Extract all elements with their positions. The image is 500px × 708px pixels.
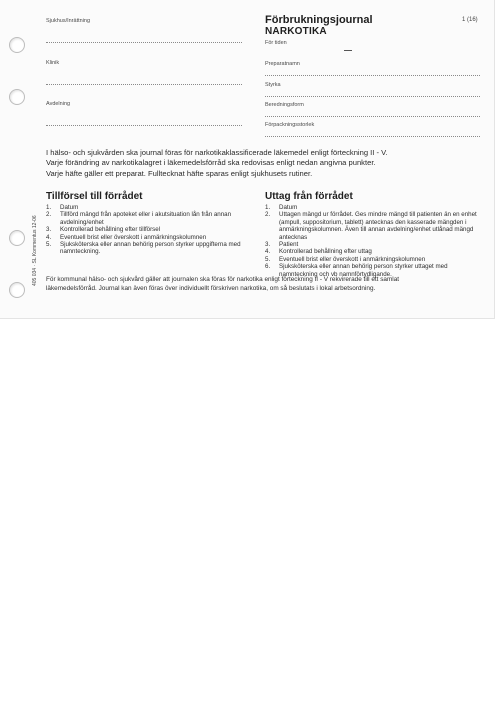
field-label: Förpackningsstorlek xyxy=(265,122,315,128)
list-item xyxy=(46,204,246,211)
field-klinik[interactable] xyxy=(46,60,242,74)
item-text: Datum xyxy=(279,204,298,211)
field-label: Beredningsform xyxy=(265,102,304,108)
list-tillforsel xyxy=(46,204,246,256)
field-sjukhus[interactable] xyxy=(46,18,242,32)
list-item xyxy=(46,241,246,256)
heading-tillforsel: Tillförsel till förrådet xyxy=(46,191,143,202)
binder-hole xyxy=(9,230,25,246)
form-sheet xyxy=(0,0,495,319)
item-text: Datum xyxy=(60,204,79,211)
item-text: Patient xyxy=(279,241,299,249)
item-number: 5. xyxy=(265,255,271,263)
item-number: 2. xyxy=(46,211,52,219)
form-subtitle: NARKOTIKA xyxy=(265,26,327,37)
list-item xyxy=(265,256,477,263)
field-line xyxy=(46,42,242,43)
item-text: Kontrollerad behållning efter tillförsel xyxy=(60,226,161,234)
item-text: Eventuell brist eller överskott i anmärkningskolumnen xyxy=(60,233,207,241)
item-number: 2. xyxy=(265,211,271,219)
list-item xyxy=(265,211,477,241)
field-label: Preparatnamn xyxy=(265,61,300,67)
field-label: Sjukhus/Inrättning xyxy=(46,18,91,24)
field-line xyxy=(265,116,480,117)
item-number: 4. xyxy=(265,248,271,256)
list-item xyxy=(265,248,477,255)
field-styrka[interactable] xyxy=(265,82,480,96)
item-number: 3. xyxy=(46,226,52,234)
list-item xyxy=(46,211,246,226)
binder-hole xyxy=(9,37,25,53)
footer-line: läkemedelsförråd. Journal kan även föras över individuellt förskriven narkotika, om så beslutats i lokal arbetsordning. xyxy=(46,284,376,292)
field-label: Klinik xyxy=(46,60,60,66)
date-dash xyxy=(344,50,352,51)
list-item xyxy=(265,241,477,248)
field-beredningsform[interactable] xyxy=(265,102,480,116)
field-line xyxy=(265,96,480,97)
item-number: 1. xyxy=(46,204,52,211)
field-forpackningsstorlek[interactable] xyxy=(265,122,480,136)
item-number: 5. xyxy=(46,241,52,249)
form-title: Förbrukningsjournal xyxy=(265,14,373,26)
list-item xyxy=(46,234,246,241)
item-text: Sjuksköterska eller annan behörig person styrker uppgifterna med namnteckning. xyxy=(60,241,241,256)
binder-hole xyxy=(9,89,25,105)
item-number: 3. xyxy=(265,241,271,249)
item-text: Uttagen mängd ur förrådet. Ges mindre mängd till patienten än en enhet (ampull, suppositorium, tablett) antecknas den kasserade mängden i anmärkningskolumnen. Även till annan avdelning/enhet utlånad mängd antecknas xyxy=(279,211,477,241)
list-uttag xyxy=(265,204,477,278)
footer-text xyxy=(46,276,476,293)
item-number: 4. xyxy=(46,233,52,241)
binder-hole xyxy=(9,282,25,298)
field-line xyxy=(265,136,480,137)
item-text: Eventuell brist eller överskott i anmärkningskolumnen xyxy=(279,255,426,263)
side-print-code: 405 034 · SL Kommentus 12-06 xyxy=(32,215,38,286)
field-preparatnamn[interactable] xyxy=(265,61,480,75)
item-number: 6. xyxy=(265,263,271,271)
list-item xyxy=(46,226,246,233)
field-for-tiden[interactable] xyxy=(265,40,480,54)
item-text: Tillförd mängd från apoteket eller i akutsituation lån från annan avdelning/enhet xyxy=(60,211,232,226)
intro-line: I hälso- och sjukvården ska journal föras för narkotikaklassificerade läkemedel enligt förteckning II - V. xyxy=(46,148,388,157)
intro-line: Varje häfte gäller ett preparat. Fulltecknat häfte sparas enligt sjukhusets rutiner. xyxy=(46,168,313,178)
field-avdelning[interactable] xyxy=(46,101,242,115)
intro-line: Varje förändring av narkotikalagret i läkemedelsförråd ska redovisas enligt nedan angivna punkter. xyxy=(46,158,376,168)
field-label: Avdelning xyxy=(46,101,71,107)
page-number: 1 (16) xyxy=(462,17,478,23)
list-item xyxy=(265,204,477,211)
item-text: Sjuksköterska eller annan behörig person styrker uttaget med namnteckning och vb namnförtydligande. xyxy=(279,263,448,278)
item-number: 1. xyxy=(265,204,271,211)
field-label: Styrka xyxy=(265,82,281,88)
field-line xyxy=(46,125,242,126)
field-line xyxy=(265,75,480,76)
footer-line: För kommunal hälso- och sjukvård gäller att journalen ska föras för narkotika enligt förteckning II - V rekvirerade till ett samlat xyxy=(46,276,400,283)
heading-uttag: Uttag från förrådet xyxy=(265,191,353,202)
intro-text xyxy=(46,148,466,179)
item-text: Kontrollerad behållning efter uttag xyxy=(279,248,372,256)
field-label: För tiden xyxy=(265,40,287,46)
field-line xyxy=(46,84,242,85)
